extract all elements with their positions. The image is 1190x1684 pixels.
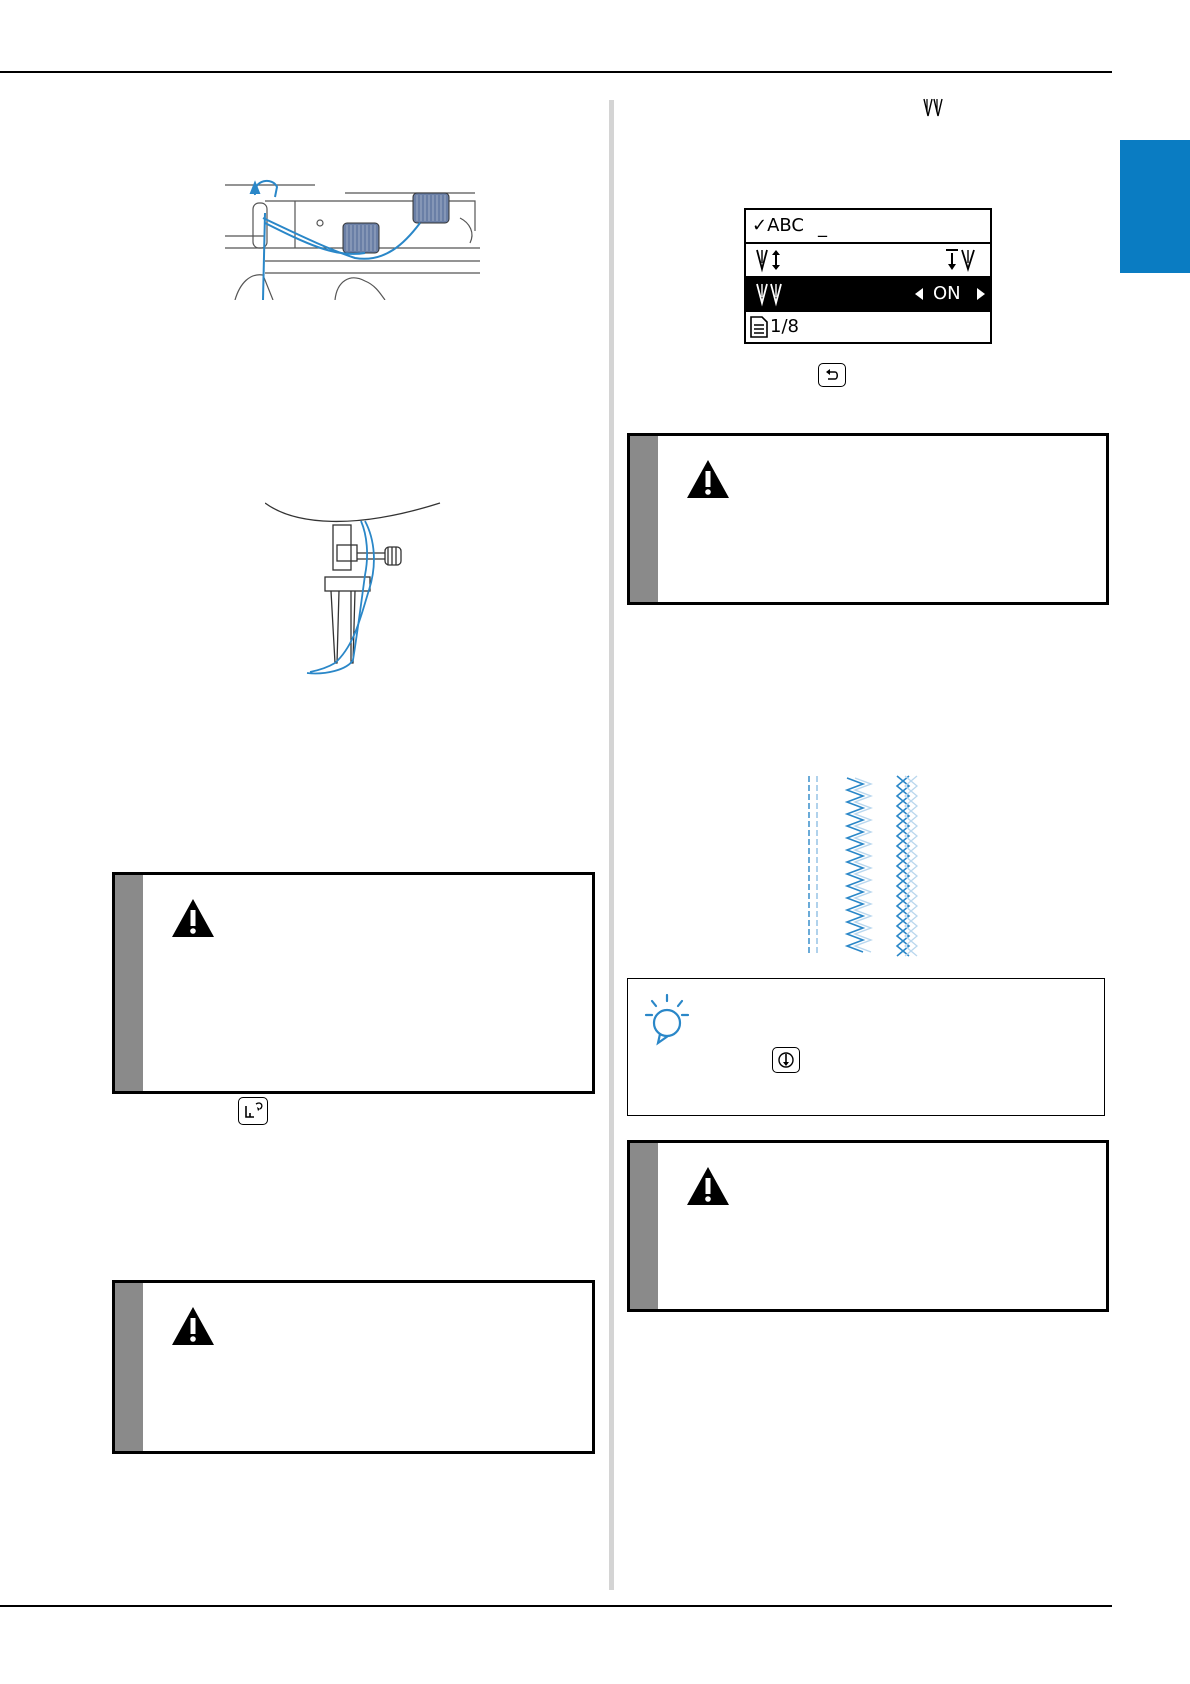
lcd-row-needle-stop[interactable] [746, 244, 990, 276]
page-document-icon [750, 316, 768, 338]
presser-foot-lever-icon [239, 1098, 267, 1124]
needle-position-icon [773, 1048, 799, 1072]
caution-box [112, 872, 595, 1094]
needle-position-button[interactable] [772, 1047, 800, 1073]
caution-box-sidebar [630, 1143, 658, 1309]
lcd-cursor: _ [818, 217, 827, 238]
footer-rule [0, 1605, 1112, 1607]
twin-needle-mode-icon [754, 281, 788, 307]
caution-box [112, 1280, 595, 1454]
caution-box-sidebar [115, 875, 143, 1091]
caution-box [627, 433, 1109, 605]
caution-box-sidebar [115, 1283, 143, 1451]
caution-box [627, 1140, 1109, 1312]
lcd-row-stitch-name [746, 210, 990, 242]
twin-needle-value: ON [933, 283, 961, 304]
warning-triangle-icon [685, 458, 731, 500]
thread-spool-illustration [225, 173, 480, 300]
lcd-settings-screen [744, 208, 992, 344]
column-divider [609, 100, 614, 1590]
needle-stop-down-icon [944, 247, 980, 273]
back-button[interactable] [818, 363, 846, 387]
lcd-row-page [746, 312, 990, 342]
page-indicator: 1/8 [770, 316, 799, 337]
back-arrow-icon [819, 364, 845, 386]
twin-needle-threaded-illustration [265, 495, 445, 677]
value-decrease-arrow-icon[interactable] [914, 287, 924, 301]
warning-triangle-icon [170, 897, 216, 939]
header-rule [0, 71, 1112, 73]
presser-foot-lever-button[interactable] [238, 1097, 268, 1125]
caution-box-sidebar [630, 436, 658, 602]
twin-needle-stitch-samples [805, 774, 925, 958]
lcd-row-twin-needle[interactable] [746, 278, 990, 310]
lightbulb-note-icon [644, 993, 690, 1047]
warning-triangle-icon [685, 1165, 731, 1207]
twin-needle-icon [922, 98, 944, 118]
value-increase-arrow-icon[interactable] [976, 287, 986, 301]
warning-triangle-icon [170, 1305, 216, 1347]
lcd-stitch-label: ✓ABC [752, 215, 804, 236]
note-box [627, 978, 1105, 1116]
chapter-tab [1120, 140, 1190, 273]
needle-stop-up-down-icon [754, 247, 788, 273]
